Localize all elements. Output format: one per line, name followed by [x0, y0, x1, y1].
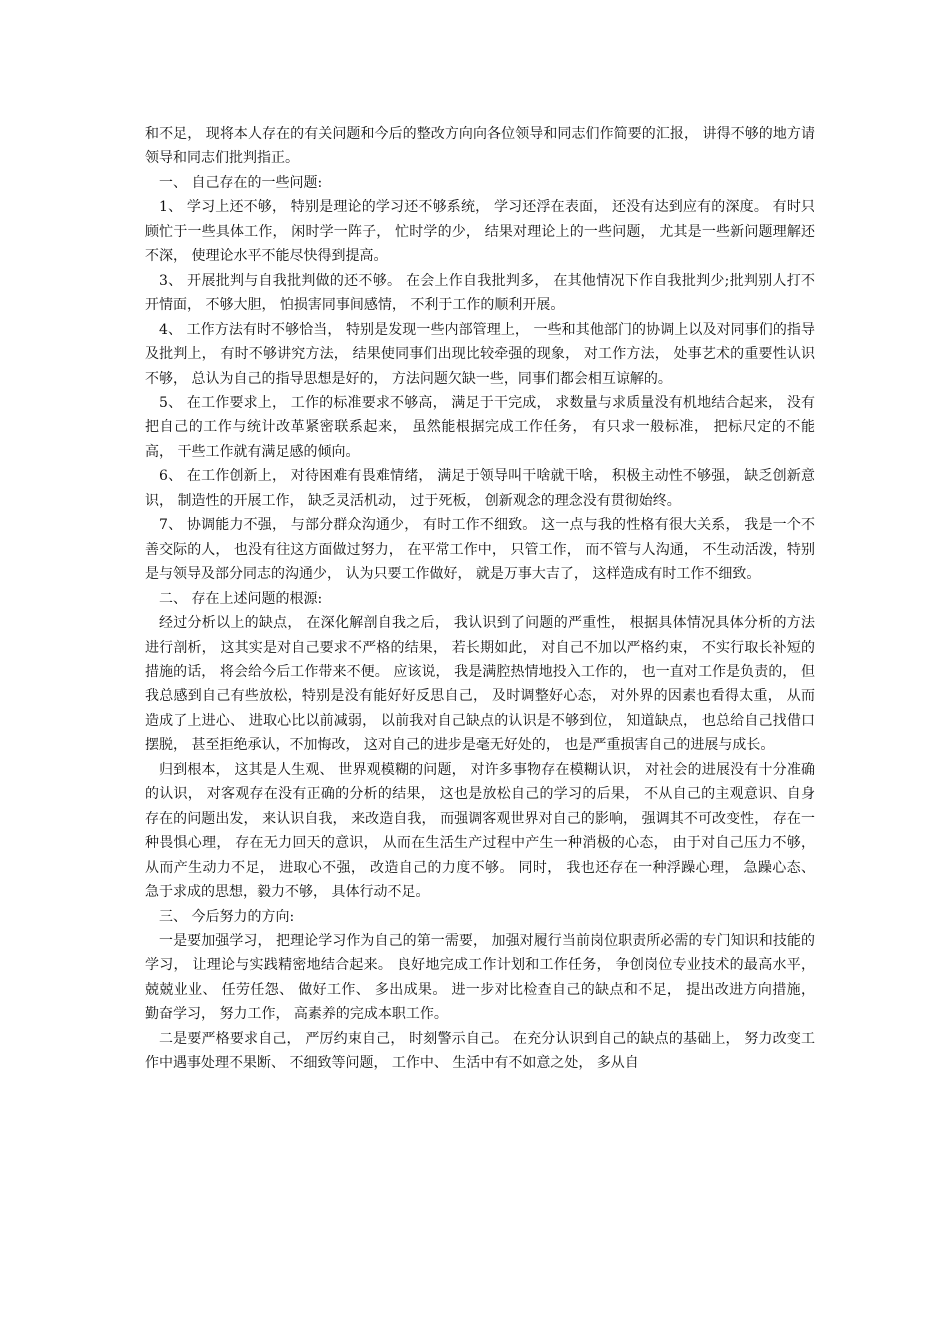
paragraph-root-cause: 归到根本， 这其是人生观、 世界观模糊的问题， 对许多事物存在模糊认识， 对社会的进展没有十分准确的认识， 对客观存在没有正确的分析的结果， 这也是放松自己的学习的后果， 不从自己的主观意识、自身存在的问题出发， 来认识自我， 来改造自我， 而强调客观世界对自己的影响， 强调其不可改变性， 存在一种畏惧心理， 存在无力回天的意识， 从而在生活生产过程中产生一种消极的心态， 由于对自己压力不够， 从而产生动力不足， 进取心不强， 改造自己的力度不够。 同时， 我也还存在一种浮躁心理， 急躁心态、 急于求成的思想，毅力不够， 具体行动不足。 [145, 761, 815, 901]
paragraph-analysis: 经过分析以上的缺点， 在深化解剖自我之后， 我认识到了问题的严重性， 根据具体情况具体分析的方法进行剖析， 这其实是对自己要求不严格的结果， 若长期如此， 对自己不加以严格约束， 不实行取长补短的措施的话， 将会给今后工作带来不便。 应该说， 我是满腔热情地投入工作的， 也一直对工作是负责的， 但我总感到自己有些放松，特别是没有能好好反思自己， 及时调整好心态， 对外界的因素也看得太重， 从而造成了上进心、 进取心比以前减弱， 以前我对自己缺点的认识是不够到位， 知道缺点， 也总给自己找借口摆脱， 甚至拒绝承认，不加悔改， 这对自己的进步是毫无好处的， 也是严重损害自己的进展与成长。 [145, 615, 815, 754]
paragraph-direction-2: 二是要严格要求自己， 严厉约束自己， 时刻警示自己。 在充分认识到自己的缺点的基础上， 努力改变工作中遇事处理不果断、 不细致等问题， 工作中、 生活中有不如意之处， 多从自 [145, 1030, 815, 1072]
paragraph-item-4: 4、 工作方法有时不够恰当， 特别是发现一些内部管理上， 一些和其他部门的协调上以及对同事们的指导及批判上， 有时不够讲究方法， 结果使同事们出现比较牵强的现象， 对工作方法， 处事艺术的重要性认识不够， 总认为自己的指导思想是好的， 方法问题欠缺一些，同事们都会相互谅解的。 [145, 321, 815, 387]
paragraph-item-3: 3、 开展批判与自我批判做的还不够。 在会上作自我批判多， 在其他情况下作自我批判少;批判别人打不开情面， 不够大胆， 怕损害同事间感情， 不利于工作的顺利开展。 [145, 272, 815, 314]
document-body [145, 122, 815, 1076]
section-heading-3: 三、 今后努力的方向: [159, 908, 295, 925]
paragraph-item-7: 7、 协调能力不强， 与部分群众沟通少， 有时工作不细致。 这一点与我的性格有很大关系， 我是一个不善交际的人， 也没有往这方面做过努力， 在平常工作中， 只管工作， 而不管与人沟通， 不生动活泼，特别是与领导及部分同志的沟通少， 认为只要工作做好， 就是万事大吉了， 这样造成有时工作不细致。 [145, 517, 815, 583]
paragraph-item-5: 5、 在工作要求上， 工作的标准要求不够高， 满足于干完成， 求数量与求质量没有机地结合起来， 没有把自己的工作与统计改革紧密联系起来， 虽然能根据完成工作任务， 有只求一般标准， 把标尺定的不能高， 干些工作就有满足感的倾向。 [145, 394, 815, 460]
section-heading-2: 二、 存在上述问题的根源: [159, 590, 323, 607]
paragraph-direction-1: 一是要加强学习， 把理论学习作为自己的第一需要， 加强对履行当前岗位职责所必需的专门知识和技能的学习， 让理论与实践精密地结合起来。 良好地完成工作计划和工作任务， 争创岗位专业技术的最高水平， 兢兢业业、 任劳任怨、 做好工作、 多出成果。 进一步对比检查自己的缺点和不足， 提出改进方向措施， 勤奋学习， 努力工作， 高素养的完成本职工作。 [145, 932, 815, 1023]
paragraph-intro: 和不足， 现将本人存在的有关问题和今后的整改方向向各位领导和同志们作简要的汇报， 讲得不够的地方请领导和同志们批判指正。 [145, 126, 815, 167]
section-heading-1: 一、 自己存在的一些问题: [159, 174, 323, 191]
paragraph-item-1: 1、 学习上还不够， 特别是理论的学习还不够系统， 学习还浮在表面， 还没有达到应有的深度。 有时只顾忙于一些具体工作， 闲时学一阵子， 忙时学的少， 结果对理论上的一些问题， 尤其是一些新问题理解还不深， 使理论水平不能尽快得到提高。 [145, 199, 815, 265]
paragraph-item-6: 6、 在工作创新上， 对待困难有畏难情绪， 满足于领导叫干啥就干啥， 积极主动性不够强， 缺乏创新意识， 制造性的开展工作， 缺乏灵活机动， 过于死板， 创新观念的理念没有贯彻始终。 [145, 468, 815, 509]
